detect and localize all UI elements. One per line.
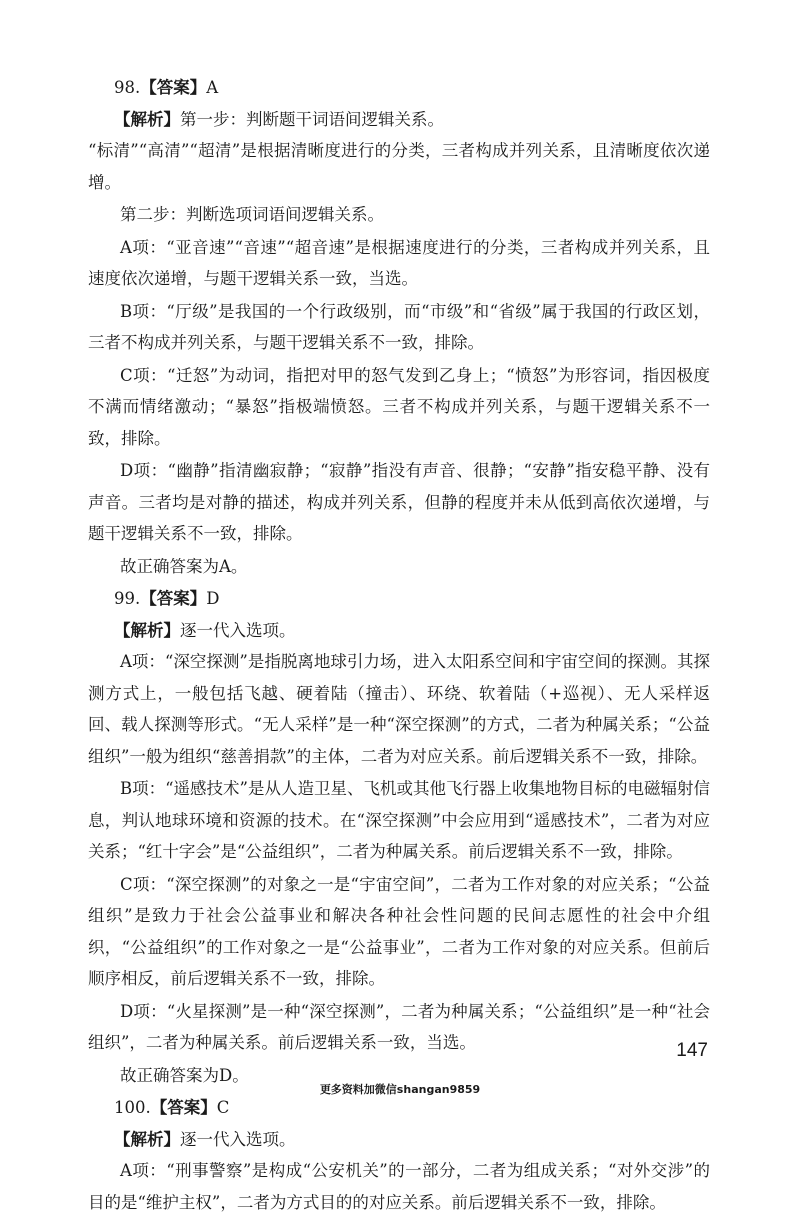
analysis-intro: 第一步：判断题干词语间逻辑关系。: [180, 109, 444, 129]
question-number: 100.: [114, 1098, 151, 1117]
paragraph: D项：“火星探测”是一种“深空探测”，二者为种属关系；“公益组织”是一种“社会组织”，二者为种属关系。前后逻辑关系一致，当选。: [88, 1001, 710, 1052]
analysis-line: [88, 1124, 710, 1156]
answer-label: 【答案】: [150, 1098, 217, 1117]
paragraph: C项：“迁怒”为动词，指把对甲的怒气发到乙身上；“愤怒”为形容词，指因极度不满而情绪激动；“暴怒”指极端愤怒。三者不构成并列关系，与题干逻辑关系不一致，排除。: [88, 365, 710, 448]
paragraph: D项：“幽静”指清幽寂静；“寂静”指没有声音、很静；“安静”指安稳平静、没有声音。三者均是对静的描述，构成并列关系，但静的程度并未从低到高依次递增，与题干逻辑关系不一致，排除。: [88, 461, 710, 543]
answer-label: 【答案】: [140, 78, 207, 97]
paragraph: 第二步：判断选项词语间逻辑关系。: [120, 205, 384, 224]
answer-line: [88, 583, 710, 615]
page-number: 147: [676, 1040, 708, 1061]
paragraph: 故正确答案为A。: [120, 556, 248, 576]
paragraph: B项：“厅级”是我国的一个行政级别，而“市级”和“省级”属于我国的行政区划，三者不构成并列关系，与题干逻辑关系不一致，排除。: [88, 301, 710, 352]
answer-value: A: [206, 78, 219, 97]
answer-value: D: [206, 589, 220, 608]
paragraph: “标清”“高清”“超清”是根据清晰度进行的分类，三者构成并列关系，且清晰度依次递增。: [88, 141, 710, 192]
question-99: [88, 583, 710, 1091]
question-number: 99.: [114, 589, 141, 608]
analysis-line: [88, 104, 710, 136]
analysis-label: 【解析】: [114, 620, 180, 640]
paragraph: A项：“深空探测”是指脱离地球引力场，进入太阳系空间和宇宙空间的探测。其探测方式上，一般包括飞越、硬着陆（撞击）、环绕、软着陆（+巡视）、无人采样返回、载人探测等形式。“无人采样”是一种“深空探测”的方式，二者为种属关系；“公益组织”一般为组织“慈善捐款”的主体，二者为对应关系。前后逻辑关系不一致，排除。: [88, 652, 710, 766]
analysis-label: 【解析】: [114, 109, 180, 129]
paragraph: B项：“遥感技术”是从人造卫星、飞机或其他飞行器上收集地物目标的电磁辐射信息，判认地球环境和资源的技术。在“深空探测”中会应用到“遥感技术”，二者为对应关系；“红十字会”是“公益组织”，二者为种属关系。前后逻辑关系不一致，排除。: [88, 779, 710, 861]
answer-value: C: [216, 1098, 230, 1117]
question-98: [88, 72, 710, 582]
analysis-label: 【解析】: [114, 1129, 180, 1149]
analysis-line: [88, 615, 710, 647]
paragraph: A项：“亚音速”“音速”“超音速”是根据速度进行的分类，三者构成并列关系，且速度依次递增，与题干逻辑关系一致，当选。: [88, 237, 710, 288]
answer-line: [88, 72, 710, 104]
analysis-intro: 逐一代入选项。: [180, 620, 296, 640]
answer-label: 【答案】: [140, 589, 207, 608]
page-content: [88, 72, 710, 1219]
analysis-intro: 逐一代入选项。: [180, 1129, 296, 1149]
footer-note: 更多资料加微信shangan9859: [319, 1083, 481, 1096]
paragraph: C项：“深空探测”的对象之一是“宇宙空间”，二者为工作对象的对应关系；“公益组织”是致力于社会公益事业和解决各种社会性问题的民间志愿性的社会中介组织，“公益组织”的工作对象之一是“公益事业”，二者为工作对象的对应关系。但前后顺序相反，前后逻辑关系不一致，排除。: [88, 874, 710, 988]
paragraph: A项：“刑事警察”是构成“公安机关”的一部分，二者为组成关系；“对外交涉”的目的是“维护主权”，二者为方式目的的对应关系。前后逻辑关系不一致，排除。: [88, 1161, 710, 1212]
question-number: 98.: [114, 78, 141, 97]
paragraph: 故正确答案为D。: [120, 1065, 249, 1085]
